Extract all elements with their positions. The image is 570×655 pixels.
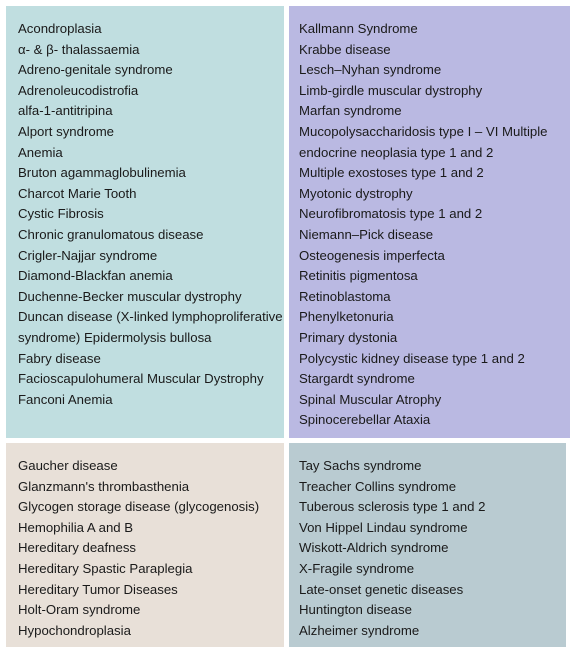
list-item: Duncan disease (X-linked lymphoproliferative syndrome) Epidermolysis bullosa: [18, 309, 283, 345]
list-item: Osteogenesis imperfecta: [299, 247, 445, 263]
list-item: Hypochondroplasia: [18, 622, 131, 638]
list-item: Spinocerebellar Ataxia: [299, 412, 431, 428]
list-item: Hereditary Spastic Paraplegia: [18, 560, 193, 576]
list-item: Glanzmann's thrombasthenia: [18, 478, 190, 494]
list-item: Cystic Fibrosis: [18, 206, 104, 222]
list-item: Krabbe disease: [299, 41, 391, 57]
list-item: Spinal Muscular Atrophy: [299, 391, 442, 407]
disease-list-g-h: [18, 456, 284, 641]
list-item: Anemia: [18, 144, 63, 160]
list-item: Glycogen storage disease (glycogenosis): [18, 499, 260, 515]
panel-bottom-right: [289, 443, 566, 647]
list-item: Adreno-genitale syndrome: [18, 62, 173, 78]
list-item: Niemann–Pick disease: [299, 226, 434, 242]
list-item: Limb-girdle muscular dystrophy: [299, 82, 483, 98]
list-item: Wiskott-Aldrich syndrome: [299, 540, 449, 556]
list-item: Chronic granulomatous disease: [18, 226, 204, 242]
list-item: Hereditary deafness: [18, 540, 137, 556]
list-item: Von Hippel Lindau syndrome: [299, 519, 468, 535]
list-item: Acondroplasia: [18, 21, 102, 36]
disease-list-k-s: [299, 19, 570, 431]
list-item: Primary dystonia: [299, 329, 398, 345]
list-item: Phenylketonuria: [299, 309, 394, 325]
list-item: Retinitis pigmentosa: [299, 268, 418, 284]
list-item: Bruton agammaglobulinemia: [18, 165, 186, 181]
list-item: X-Fragile syndrome: [299, 560, 415, 576]
list-item: Treacher Collins syndrome: [299, 478, 457, 494]
panel-top-left: [6, 6, 284, 438]
list-item: Alzheimer syndrome: [299, 622, 420, 638]
panel-top-right: [289, 6, 570, 438]
list-item: Huntington disease: [299, 602, 412, 618]
list-item: Diamond-Blackfan anemia: [18, 268, 173, 284]
list-item: Gaucher disease: [18, 458, 118, 473]
list-item: Late-onset genetic diseases: [299, 581, 464, 597]
list-item: Charcot Marie Tooth: [18, 185, 137, 201]
list-item: Kallmann Syndrome: [299, 21, 418, 36]
list-item: Multiple exostoses type 1 and 2: [299, 165, 484, 181]
list-item: Fanconi Anemia: [18, 391, 113, 407]
list-item: Hemophilia A and B: [18, 519, 134, 535]
list-item: Tuberous sclerosis type 1 and 2: [299, 499, 486, 515]
list-item: Facioscapulohumeral Muscular Dystrophy: [18, 371, 264, 387]
list-item: Adrenoleucodistrofia: [18, 82, 139, 98]
list-item: alfa-1-antitripina: [18, 103, 113, 119]
list-item: Fabry disease: [18, 350, 101, 366]
list-item: Mucopolysaccharidosis type I – VI Multiple endocrine neoplasia type 1 and 2: [299, 123, 548, 160]
list-item: Myotonic dystrophy: [299, 185, 413, 201]
list-item: Hereditary Tumor Diseases: [18, 581, 178, 597]
list-item: Marfan syndrome: [299, 103, 402, 119]
list-item: Holt-Oram syndrome: [18, 602, 141, 618]
list-item: Lesch–Nyhan syndrome: [299, 62, 442, 78]
list-item: Alport syndrome: [18, 123, 115, 139]
list-item: Tay Sachs syndrome: [299, 458, 422, 473]
list-item: Stargardt syndrome: [299, 371, 415, 387]
list-item: Neurofibromatosis type 1 and 2: [299, 206, 483, 222]
list-item: Duchenne-Becker muscular dystrophy: [18, 288, 242, 304]
list-item: Retinoblastoma: [299, 288, 391, 304]
list-item: Polycystic kidney disease type 1 and 2: [299, 350, 525, 366]
disease-list-a-f: [18, 19, 284, 410]
list-item: α- & β- thalassaemia: [18, 41, 140, 57]
list-item: Crigler-Najjar syndrome: [18, 247, 158, 263]
disease-list-t-z: [299, 456, 566, 641]
panel-bottom-left: [6, 443, 284, 647]
